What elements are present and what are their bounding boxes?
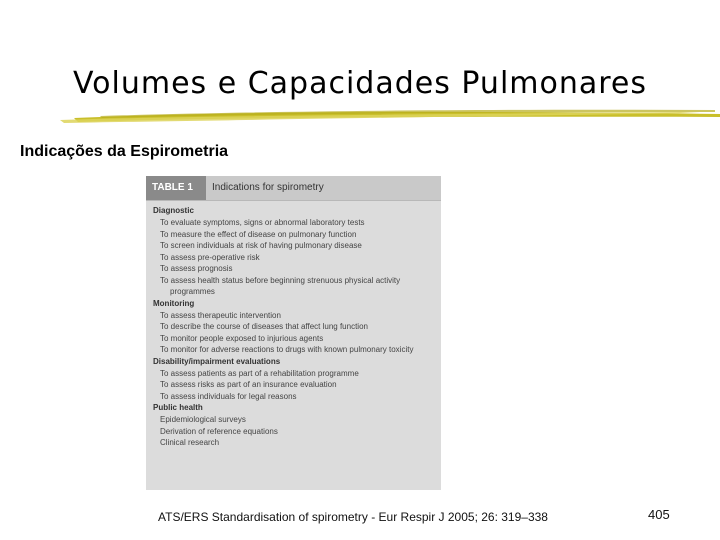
section-heading-diagnostic: Diagnostic (153, 206, 194, 215)
table-item: To assess prognosis (160, 264, 233, 273)
table-item: To assess therapeutic intervention (160, 310, 281, 320)
table-item: To measure the effect of disease on pulmonary function (160, 229, 357, 239)
table-item: To evaluate symptoms, signs or abnormal laboratory tests (160, 218, 365, 227)
slide-subtitle: Indicações da Espirometria (20, 143, 229, 160)
page-number: 405 (648, 507, 670, 522)
table-item: Derivation of reference equations (160, 426, 278, 436)
spirometry-indications-table (146, 176, 441, 490)
table-item: To describe the course of diseases that affect lung function (160, 322, 368, 331)
slide-title: Volumes e Capacidades Pulmonares (72, 66, 648, 101)
table-item: To assess health status before beginning strenuous physical activity (160, 275, 401, 285)
citation-text: ATS/ERS Standardisation of spirometry - Eur Respir J 2005; 26: 319–338 (158, 510, 548, 524)
table-number-tag: TABLE 1 (146, 176, 206, 200)
table-item: To monitor for adverse reactions to drugs with known pulmonary toxicity (160, 345, 414, 354)
section-heading-monitoring: Monitoring (153, 298, 195, 308)
table-header (146, 176, 441, 201)
table-item: To assess pre-operative risk (160, 252, 260, 262)
section-heading-public-health: Public health (153, 403, 203, 412)
table-item: To assess patients as part of a rehabilitation programme (160, 368, 359, 378)
table-item: programmes (170, 287, 215, 296)
table-item: Epidemiological surveys (160, 415, 246, 424)
table-caption: Indications for spirometry (212, 182, 324, 193)
table-item: To assess risks as part of an insurance evaluation (160, 380, 337, 389)
title-underline-decoration (60, 104, 720, 126)
table-item: Clinical research (160, 438, 220, 447)
table-item: To monitor people exposed to injurious agents (160, 333, 324, 343)
table-body (146, 201, 441, 449)
table-item: To screen individuals at risk of having pulmonary disease (160, 241, 362, 250)
table-item: To assess individuals for legal reasons (160, 391, 297, 401)
section-heading-disability: Disability/impairment evaluations (153, 356, 281, 366)
